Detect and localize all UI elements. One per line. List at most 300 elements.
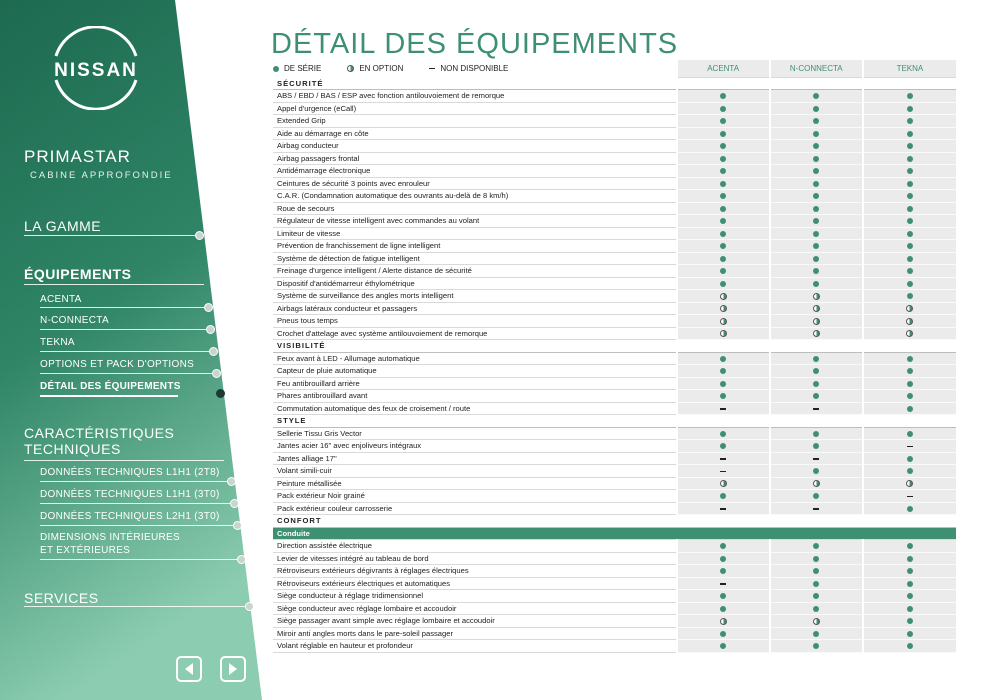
table-row [273, 427, 956, 440]
section-row [273, 515, 956, 528]
standard-dot-icon [720, 543, 726, 549]
standard-dot-icon [813, 93, 819, 99]
availability-cell [677, 327, 770, 340]
equipment-label: Commutation automatique des feux de croisement / route [273, 402, 677, 415]
section-spacer [863, 340, 956, 353]
nav-divider [40, 329, 208, 330]
table-header-row [273, 60, 956, 77]
availability-cell [863, 177, 956, 190]
option-half-circle-icon [813, 330, 820, 337]
standard-dot-icon [813, 281, 819, 287]
availability-cell [677, 215, 770, 228]
legend-option-label: EN OPTION [359, 64, 404, 73]
arrow-right-icon [227, 662, 239, 676]
nav-divider [40, 503, 231, 504]
standard-dot-icon [813, 393, 819, 399]
nav-dot[interactable] [227, 477, 236, 486]
not-available-dash-icon [907, 446, 913, 448]
equipment-label: Freinage d'urgence intelligent / Alerte distance de sécurité [273, 265, 677, 278]
standard-dot-icon [907, 206, 913, 212]
availability-cell [677, 452, 770, 465]
table-row [273, 177, 956, 190]
availability-cell [863, 277, 956, 290]
availability-cell [677, 152, 770, 165]
table-row [273, 540, 956, 553]
standard-dot-icon [907, 93, 913, 99]
column-header: N-CONNECTA [770, 60, 863, 77]
availability-cell [863, 265, 956, 278]
nav-dot[interactable] [245, 602, 254, 611]
standard-dot-icon [907, 256, 913, 262]
availability-cell [863, 477, 956, 490]
standard-dot-icon [720, 431, 726, 437]
availability-cell [770, 215, 863, 228]
standard-dot-icon [720, 568, 726, 574]
standard-dot-icon [720, 93, 726, 99]
availability-cell [770, 277, 863, 290]
standard-dot-icon [813, 181, 819, 187]
availability-cell [677, 352, 770, 365]
availability-cell [770, 477, 863, 490]
availability-cell [677, 427, 770, 440]
equipment-label: Rétroviseurs extérieurs dégivrants à réglages électriques [273, 565, 677, 578]
availability-cell [770, 327, 863, 340]
nav-la-gamme[interactable]: LA GAMME [24, 218, 102, 234]
standard-dot-icon [720, 643, 726, 649]
standard-dot-icon [813, 543, 819, 549]
availability-cell [863, 240, 956, 253]
availability-cell [677, 477, 770, 490]
availability-cell [770, 402, 863, 415]
standard-dot-icon [907, 231, 913, 237]
option-half-circle-icon [720, 318, 727, 325]
option-half-circle-icon [720, 305, 727, 312]
availability-cell [770, 90, 863, 103]
standard-dot-icon [720, 356, 726, 362]
standard-dot-icon [813, 643, 819, 649]
table-row [273, 577, 956, 590]
section-spacer [770, 77, 863, 90]
availability-cell [863, 90, 956, 103]
equipment-label: Miroir anti angles morts dans le pare-soleil passager [273, 627, 677, 640]
availability-cell [677, 465, 770, 478]
standard-dot-icon [720, 256, 726, 262]
availability-cell [863, 552, 956, 565]
section-spacer [770, 415, 863, 428]
table-row [273, 102, 956, 115]
subsection-row [273, 527, 956, 540]
table-row [273, 477, 956, 490]
table-row [273, 127, 956, 140]
option-half-circle-icon [813, 293, 820, 300]
standard-dot-icon [813, 256, 819, 262]
table-row [273, 465, 956, 478]
standard-dot-icon [907, 643, 913, 649]
availability-cell [863, 102, 956, 115]
availability-cell [863, 152, 956, 165]
standard-dot-icon [720, 206, 726, 212]
standard-dot-icon [813, 431, 819, 437]
nav-detail-equipements[interactable]: DÉTAIL DES ÉQUIPEMENTS [40, 381, 181, 392]
table-row [273, 640, 956, 653]
section-spacer [770, 515, 863, 528]
standard-dot-icon [813, 243, 819, 249]
table-row [273, 327, 956, 340]
availability-cell [863, 402, 956, 415]
equipment-label: Feu antibrouillard arrière [273, 377, 677, 390]
standard-dot-icon [813, 568, 819, 574]
standard-dot-icon [907, 606, 913, 612]
equipment-label: Levier de vitesses intégré au tableau de bord [273, 552, 677, 565]
equipment-label: Volant réglable en hauteur et profondeur [273, 640, 677, 653]
nav-active-underline [40, 395, 178, 397]
availability-cell [770, 640, 863, 653]
standard-dot-icon [720, 393, 726, 399]
availability-cell [770, 627, 863, 640]
availability-cell [677, 565, 770, 578]
availability-cell [677, 365, 770, 378]
nav-acenta[interactable]: ACENTA [40, 294, 82, 305]
availability-cell [770, 115, 863, 128]
section-spacer [677, 415, 770, 428]
standard-dot-icon [907, 581, 913, 587]
availability-cell [863, 540, 956, 553]
availability-cell [863, 590, 956, 603]
availability-cell [863, 640, 956, 653]
section-spacer [863, 515, 956, 528]
availability-cell [677, 227, 770, 240]
availability-cell [677, 115, 770, 128]
section-title: SÉCURITÉ [273, 77, 677, 90]
availability-cell [770, 102, 863, 115]
section-spacer [677, 340, 770, 353]
next-page-button[interactable] [220, 656, 246, 682]
equipment-label: Régulateur de vitesse intelligent avec commandes au volant [273, 215, 677, 228]
table-row [273, 602, 956, 615]
nav-divider [24, 235, 198, 236]
availability-cell [863, 502, 956, 515]
standard-dot-icon [720, 556, 726, 562]
equipment-label: ABS / EBD / BAS / ESP avec fonction antilouvoiement de remorque [273, 90, 677, 103]
model-title: PRIMASTAR [24, 147, 131, 166]
nav-dot[interactable] [233, 521, 242, 530]
legend-na-label: NON DISPONIBLE [440, 64, 509, 73]
availability-cell [677, 502, 770, 515]
standard-dot-icon [907, 393, 913, 399]
standard-dot-icon [813, 143, 819, 149]
nav-divider [40, 307, 205, 308]
standard-dot-icon [813, 118, 819, 124]
standard-dot-icon [813, 356, 819, 362]
standard-dot-icon [813, 106, 819, 112]
table-row [273, 590, 956, 603]
equipment-label: Dispositif d'antidémarreur éthylométrique [273, 277, 677, 290]
nav-dot[interactable] [230, 499, 239, 508]
table-row [273, 565, 956, 578]
standard-dot-icon [907, 406, 913, 412]
availability-cell [770, 227, 863, 240]
option-half-circle-icon [813, 318, 820, 325]
nav-divider [40, 525, 234, 526]
standard-dot-icon [907, 631, 913, 637]
standard-dot-icon [720, 281, 726, 287]
not-available-dash-icon [813, 458, 819, 460]
equipment-label: C.A.R. (Condamnation automatique des ouvrants au-delà de 8 km/h) [273, 190, 677, 203]
standard-dot-icon [720, 381, 726, 387]
standard-dot-icon [720, 631, 726, 637]
availability-cell [677, 140, 770, 153]
nav-tekna[interactable]: TEKNA [40, 337, 75, 348]
availability-cell [677, 640, 770, 653]
standard-dot-icon [813, 581, 819, 587]
availability-cell [863, 227, 956, 240]
equipment-label: Pack extérieur couleur carrosserie [273, 502, 677, 515]
availability-cell [863, 465, 956, 478]
availability-cell [863, 440, 956, 453]
table-row [273, 290, 956, 303]
nav-n-connecta[interactable]: N-CONNECTA [40, 315, 109, 326]
nav-dot[interactable] [209, 347, 218, 356]
nav-dot[interactable] [195, 231, 204, 240]
section-spacer [677, 515, 770, 528]
standard-dot-icon [907, 456, 913, 462]
equipment-label: Direction assistée électrique [273, 540, 677, 553]
availability-cell [770, 615, 863, 628]
table-row [273, 277, 956, 290]
standard-dot-icon [720, 118, 726, 124]
nav-services[interactable]: SERVICES [24, 590, 99, 606]
column-header: ACENTA [677, 60, 770, 77]
equipment-label: Limiteur de vitesse [273, 227, 677, 240]
availability-cell [770, 390, 863, 403]
arrow-left-icon [183, 662, 195, 676]
availability-cell [770, 502, 863, 515]
option-half-circle-icon [813, 480, 820, 487]
standard-dot-icon [907, 268, 913, 274]
availability-cell [677, 252, 770, 265]
standard-dot-icon [720, 606, 726, 612]
equipment-label: Sellerie Tissu Gris Vector [273, 427, 677, 440]
nav-options[interactable]: OPTIONS ET PACK D'OPTIONS [40, 359, 195, 370]
standard-dot-icon [907, 243, 913, 249]
availability-cell [770, 440, 863, 453]
availability-cell [863, 615, 956, 628]
table-row [273, 202, 956, 215]
equipment-label: Airbag passagers frontal [273, 152, 677, 165]
availability-cell [770, 452, 863, 465]
availability-cell [770, 602, 863, 615]
equipment-label: Jantes acier 16" avec enjoliveurs intégraux [273, 440, 677, 453]
standard-dot-icon [720, 143, 726, 149]
availability-cell [863, 115, 956, 128]
equipment-label: Phares antibrouillard avant [273, 390, 677, 403]
availability-cell [677, 102, 770, 115]
standard-dot-icon [813, 606, 819, 612]
table-row [273, 377, 956, 390]
equipment-label: Siège conducteur à réglage tridimensionnel [273, 590, 677, 603]
table-row [273, 490, 956, 503]
availability-cell [863, 365, 956, 378]
equipment-label: Ceintures de sécurité 3 points avec enrouleur [273, 177, 677, 190]
availability-cell [863, 577, 956, 590]
nav-donnees-l1h1-2t8[interactable]: DONNÉES TECHNIQUES L1H1 (2T8) [40, 467, 220, 478]
table-row [273, 615, 956, 628]
equipment-label: Rétroviseurs extérieurs électriques et automatiques [273, 577, 677, 590]
availability-cell [770, 365, 863, 378]
table-row [273, 215, 956, 228]
standard-dot-icon [720, 443, 726, 449]
equipment-label: Volant simili-cuir [273, 465, 677, 478]
availability-cell [863, 202, 956, 215]
availability-cell [770, 377, 863, 390]
table-row [273, 190, 956, 203]
not-available-dash-icon [813, 408, 819, 410]
option-half-circle-icon [906, 480, 913, 487]
availability-cell [677, 490, 770, 503]
standard-dot-icon [813, 368, 819, 374]
not-available-dash-icon [813, 508, 819, 510]
standard-dot-icon [907, 218, 913, 224]
nav-caracteristiques-1[interactable]: CARACTÉRISTIQUES [24, 425, 175, 441]
equipment-label: Peinture métallisée [273, 477, 677, 490]
availability-cell [770, 490, 863, 503]
standard-dot-icon [907, 168, 913, 174]
standard-dot-icon [907, 118, 913, 124]
nav-donnees-l1h1-3t0[interactable]: DONNÉES TECHNIQUES L1H1 (3T0) [40, 489, 220, 500]
standard-dot-icon [813, 493, 819, 499]
table-row [273, 152, 956, 165]
standard-dot-icon [907, 293, 913, 299]
section-row [273, 77, 956, 90]
section-spacer [863, 77, 956, 90]
nav-dot-active[interactable] [216, 389, 225, 398]
availability-cell [677, 127, 770, 140]
nav-dot[interactable] [212, 369, 221, 378]
nav-caracteristiques-2[interactable]: TECHNIQUES [24, 441, 121, 457]
table-row [273, 365, 956, 378]
option-half-circle-icon [813, 618, 820, 625]
availability-cell [770, 252, 863, 265]
availability-cell [677, 627, 770, 640]
table-row [273, 140, 956, 153]
availability-cell [770, 290, 863, 303]
table-row [273, 227, 956, 240]
nav-divider [40, 481, 228, 482]
availability-cell [863, 427, 956, 440]
availability-cell [677, 402, 770, 415]
availability-cell [677, 377, 770, 390]
equipment-label: Appel d'urgence (eCall) [273, 102, 677, 115]
availability-cell [677, 202, 770, 215]
header-blank [273, 60, 677, 77]
equipment-label: Prévention de franchissement de ligne intelligent [273, 240, 677, 253]
equipment-label: Extended Grip [273, 115, 677, 128]
equipment-label: Système de surveillance des angles morts intelligent [273, 290, 677, 303]
section-spacer [863, 415, 956, 428]
table-row [273, 252, 956, 265]
equipment-label: Airbags latéraux conducteur et passagers [273, 302, 677, 315]
availability-cell [770, 565, 863, 578]
availability-cell [863, 327, 956, 340]
standard-dot-icon [813, 193, 819, 199]
availability-cell [770, 427, 863, 440]
equipment-label: Feux avant à LED - Allumage automatique [273, 352, 677, 365]
nav-dimensions-2[interactable]: ET EXTÉRIEURES [40, 545, 131, 556]
availability-cell [677, 552, 770, 565]
standard-dot-icon [813, 443, 819, 449]
option-half-circle-icon [720, 618, 727, 625]
availability-cell [770, 190, 863, 203]
nav-donnees-l2h1-3t0[interactable]: DONNÉES TECHNIQUES L2H1 (3T0) [40, 511, 220, 522]
standard-dot-icon [907, 131, 913, 137]
standard-dot-icon [907, 468, 913, 474]
standard-dot-icon [907, 356, 913, 362]
availability-cell [770, 240, 863, 253]
availability-cell [770, 177, 863, 190]
standard-dot-icon [907, 381, 913, 387]
table-row [273, 90, 956, 103]
standard-dot-icon [813, 218, 819, 224]
standard-dot-icon [907, 106, 913, 112]
availability-cell [677, 90, 770, 103]
equipment-label: Siège conducteur avec réglage lombaire et accoudoir [273, 602, 677, 615]
section-row [273, 340, 956, 353]
standard-dot-icon [907, 431, 913, 437]
table-row [273, 502, 956, 515]
availability-cell [770, 302, 863, 315]
nav-dot[interactable] [204, 303, 213, 312]
table-row [273, 240, 956, 253]
availability-cell [677, 615, 770, 628]
availability-cell [863, 165, 956, 178]
nav-dimensions-1[interactable]: DIMENSIONS INTÉRIEURES [40, 532, 180, 543]
nav-divider [24, 606, 247, 607]
availability-cell [863, 315, 956, 328]
availability-cell [677, 240, 770, 253]
not-available-dash-icon [720, 408, 726, 410]
standard-dot-icon [813, 168, 819, 174]
availability-cell [863, 252, 956, 265]
availability-cell [863, 627, 956, 640]
availability-cell [770, 140, 863, 153]
standard-dot-icon [813, 381, 819, 387]
page-title: DÉTAIL DES ÉQUIPEMENTS [271, 28, 679, 60]
option-half-circle-icon [906, 318, 913, 325]
standard-dot-icon [813, 268, 819, 274]
table-row [273, 402, 956, 415]
table-row [273, 165, 956, 178]
availability-cell [770, 202, 863, 215]
standard-dot-icon [720, 131, 726, 137]
availability-cell [677, 165, 770, 178]
equipment-label: Pack extérieur Noir grainé [273, 490, 677, 503]
standard-dot-icon [907, 368, 913, 374]
nav-divider [24, 284, 204, 285]
standard-dot-icon [720, 493, 726, 499]
brand-logo-text: NISSAN [54, 60, 138, 81]
equipment-label: Roue de secours [273, 202, 677, 215]
nav-equipements[interactable]: ÉQUIPEMENTS [24, 266, 132, 282]
standard-dot-icon [813, 206, 819, 212]
not-available-dash-icon [720, 508, 726, 510]
availability-cell [677, 540, 770, 553]
table-row [273, 302, 956, 315]
column-header: TEKNA [863, 60, 956, 77]
nav-dot[interactable] [237, 555, 246, 564]
nav-dot[interactable] [206, 325, 215, 334]
table-row [273, 552, 956, 565]
prev-page-button[interactable] [176, 656, 202, 682]
